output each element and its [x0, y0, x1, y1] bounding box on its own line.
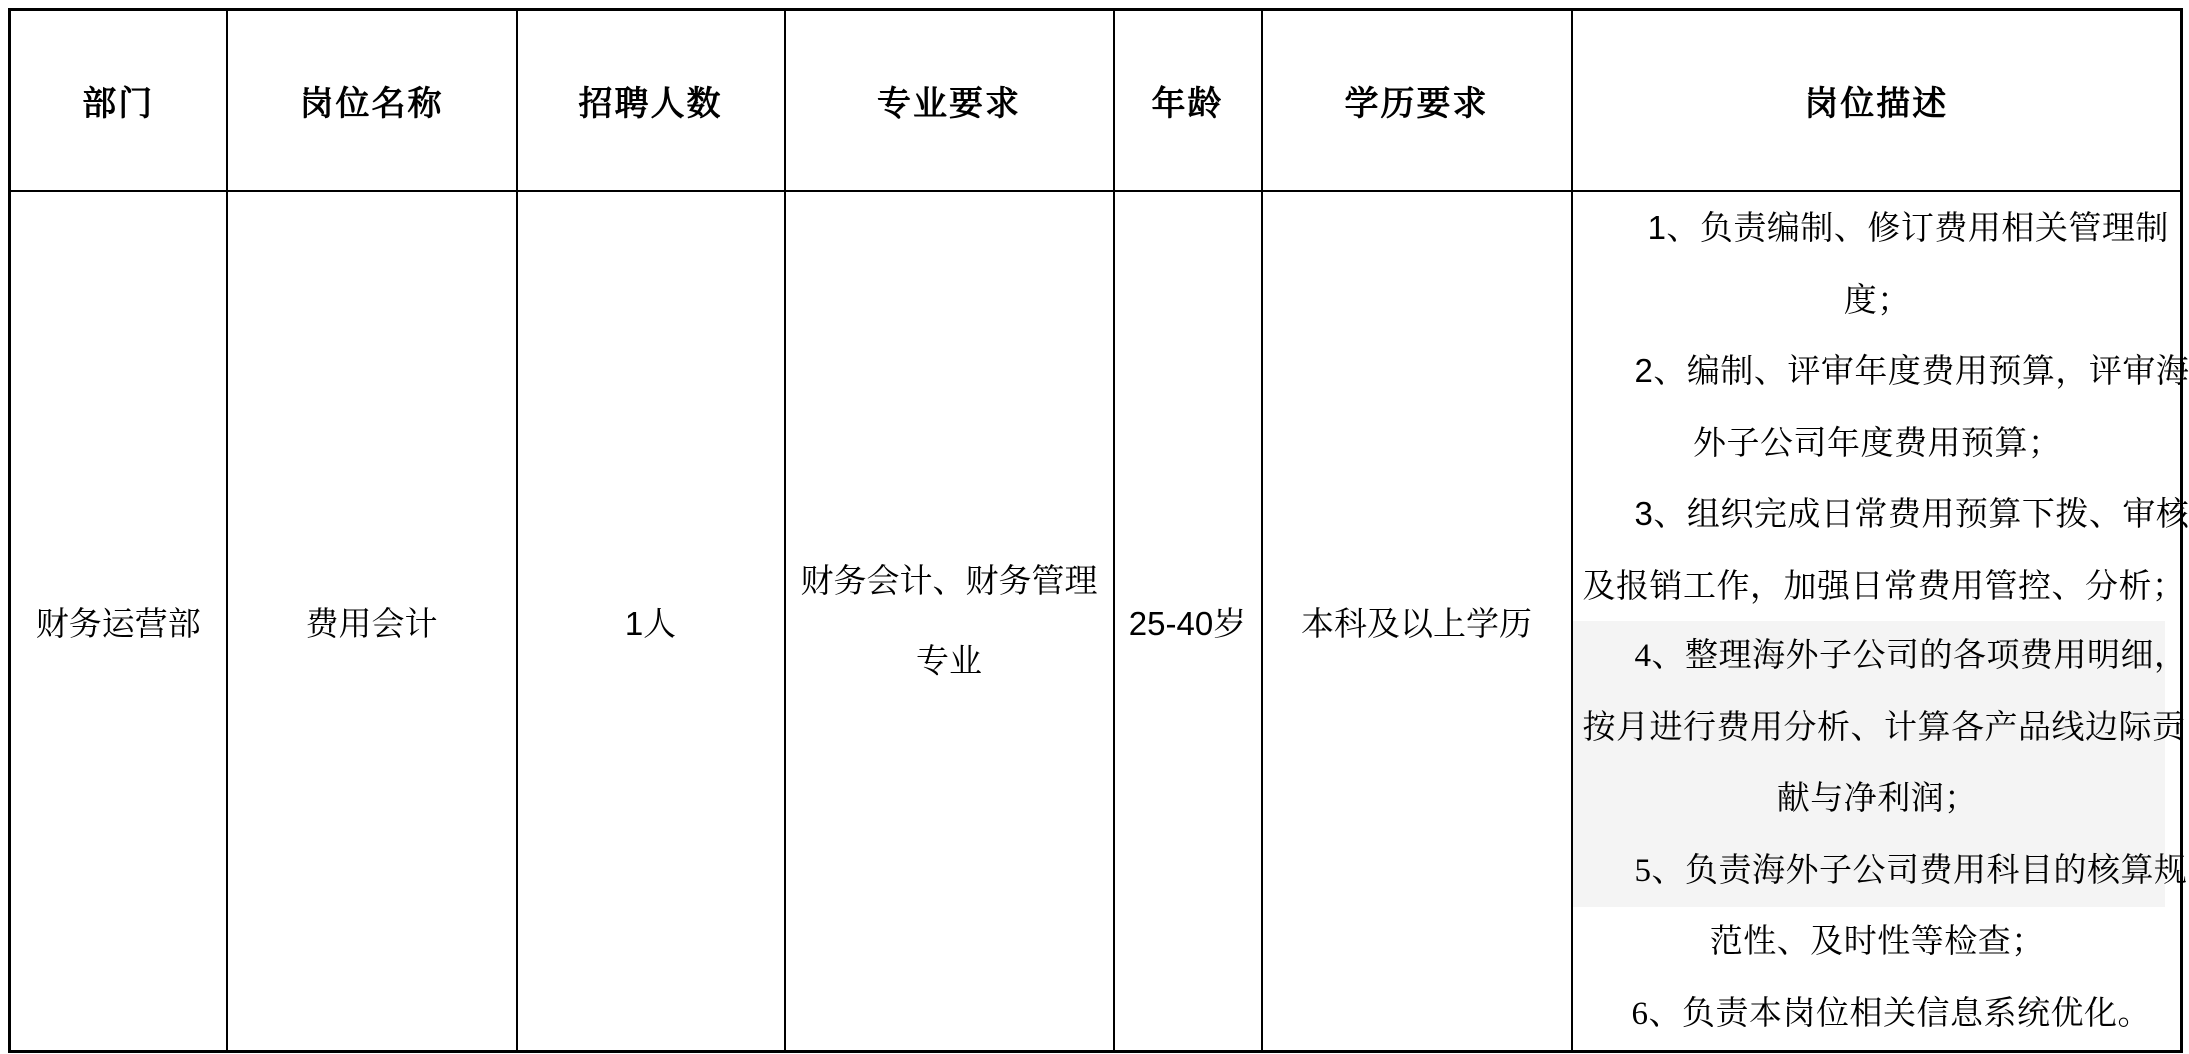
- description-line: 4、整理海外子公司的各项费用明细，: [1634, 638, 2188, 674]
- header-cell-headcount: 招聘人数: [517, 10, 785, 192]
- header-cell-age: 年龄: [1114, 10, 1262, 192]
- cell-age: 25-40岁: [1114, 191, 1262, 1052]
- description-line: 2、编制、评审年度费用预算，评审海: [1634, 352, 2189, 389]
- description-line: 献与净利润；: [1776, 781, 1978, 817]
- major-line-2: 专业: [916, 642, 982, 679]
- header-cell-department: 部门: [10, 10, 227, 192]
- header-cell-education: 学历要求: [1262, 10, 1572, 192]
- description-line: 6、负责本岗位相关信息系统优化。: [1631, 995, 2151, 1032]
- description-line: 按月进行费用分析、计算各产品线边际贡: [1582, 709, 2186, 746]
- description-text: [1573, 192, 2189, 1050]
- description-line: 3、组织完成日常费用预算下拨、审核: [1634, 495, 2189, 532]
- job-posting-table: [8, 8, 2189, 1053]
- header-cell-position: 岗位名称: [227, 10, 517, 192]
- major-line-1: 财务会计、财务管理: [800, 562, 1098, 599]
- cell-headcount: 1人: [517, 191, 785, 1052]
- description-line: 及报销工作，加强日常费用管控、分析；: [1582, 566, 2186, 604]
- cell-major: [785, 191, 1114, 1052]
- description-line: 5、负责海外子公司费用科目的核算规: [1634, 852, 2188, 889]
- description-line: 外子公司年度费用预算；: [1693, 423, 2062, 461]
- header-cell-major: 专业要求: [785, 10, 1114, 192]
- description-line: 范性、及时性等检查；: [1709, 924, 2045, 960]
- table-header-row: [10, 10, 2182, 192]
- description-line: 1、负责编制、修订费用相关管理制: [1647, 209, 2169, 246]
- table-row: [10, 191, 2182, 1052]
- cell-position: 费用会计: [227, 191, 517, 1052]
- cell-education: 本科及以上学历: [1262, 191, 1572, 1052]
- header-cell-description: 岗位描述: [1572, 10, 2182, 192]
- description-line: 度；: [1843, 280, 1911, 318]
- cell-department: 财务运营部: [10, 191, 227, 1052]
- cell-description: [1572, 191, 2189, 1052]
